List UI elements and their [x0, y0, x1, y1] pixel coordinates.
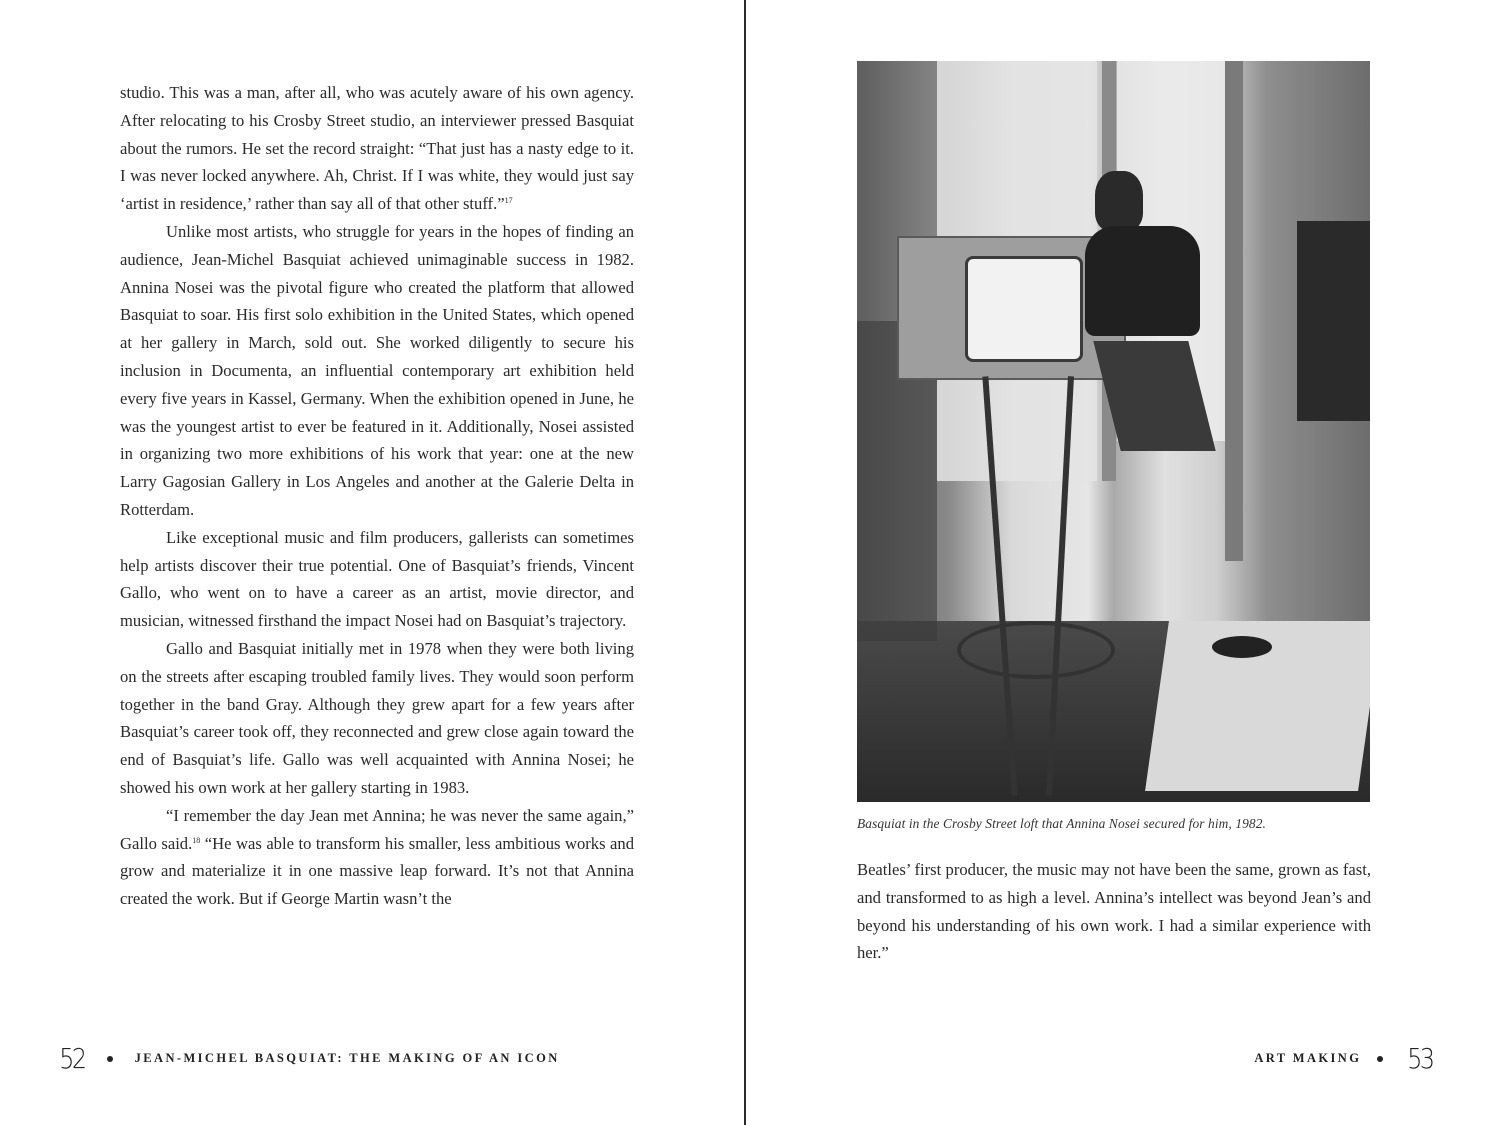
bullet-icon	[1377, 1056, 1383, 1062]
paragraph: Unlike most artists, who struggle for years in the hopes of finding an audience, Jean-Michel Basquiat achieved unimaginable success in 1982. Annina Nosei was the pivotal figure who created the platform that allowed Basquiat to soar. His first solo exhibition in the United States, which opened at her gallery in March, sold out. She worked diligently to secure his inclusion in Documenta, an influential contemporary art exhibition held every five years in Kassel, Germany. When the exhibition opened in June, he was the youngest artist to ever be featured in it. Additionally, Nosei assisted in organizing two more exhibitions of his work that year: one at the new Larry Gagosian Gallery in Los Angeles and another at the Galerie Delta in Rotterdam.	[120, 221, 634, 519]
paragraph-text: “He was able to transform his smaller, less ambitious works and grow and materialize it in one massive leap forward. It’s not that Annina created the work. But if George Martin wasn’t the	[120, 833, 634, 909]
page-number: 52	[59, 1042, 85, 1075]
paragraph-text: “I remember the day Jean met Annina; he was never the same again,” Gallo said.	[120, 805, 634, 853]
body-text	[857, 856, 1371, 967]
right-footer	[1254, 1042, 1435, 1075]
page-number: 53	[1407, 1042, 1433, 1075]
running-head: JEAN-MICHEL BASQUIAT: THE MAKING OF AN ICON	[134, 1051, 560, 1065]
photo-caption: Basquiat in the Crosby Street loft that Annina Nosei secured for him, 1982.	[857, 816, 1266, 831]
paragraph	[120, 802, 634, 913]
paragraph: Beatles’ first producer, the music may not have been the same, grown as fast, and transformed to as high a level. Annina’s intellect was beyond Jean’s and beyond his understanding of his own work. I had a similar experience with her.”	[857, 860, 1371, 963]
paragraph: Like exceptional music and film producers, gallerists can sometimes help artists discover their true potential. One of Basquiat’s friends, Vincent Gallo, who went on to have a career as an artist, movie director, and musician, witnessed firsthand the impact Nosei had on Basquiat’s trajectory.	[120, 527, 634, 631]
paragraph-text: studio. This was a man, after all, who was acutely aware of his own agency. After relocating to his Crosby Street studio, an interviewer pressed Basquiat about the rumors. He set the record straight: “That just has a nasty edge to it. I was never locked anywhere. Ah, Christ. If I was white, they would just say ‘artist in residence,’ rather than say all of that other stuff.”	[120, 83, 634, 214]
left-page	[0, 0, 744, 1125]
bullet-icon	[107, 1056, 113, 1062]
photograph	[857, 61, 1370, 802]
paragraph	[120, 79, 634, 218]
footnote-ref[interactable]: 18	[192, 835, 201, 845]
right-page	[746, 0, 1493, 1125]
left-footer	[57, 1042, 560, 1075]
running-head: ART MAKING	[1254, 1051, 1362, 1065]
body-text	[120, 79, 634, 913]
footnote-ref[interactable]: 17	[504, 196, 513, 206]
paragraph: Gallo and Basquiat initially met in 1978 when they were both living on the streets after escaping troubled family lives. They would soon perform together in the band Gray. Although they grew apart for a few years after Basquiat’s career took off, they reconnected and grew close again toward the end of Basquiat’s life. Gallo was well acquainted with Annina Nosei; he showed his own work at her gallery starting in 1983.	[120, 638, 634, 797]
